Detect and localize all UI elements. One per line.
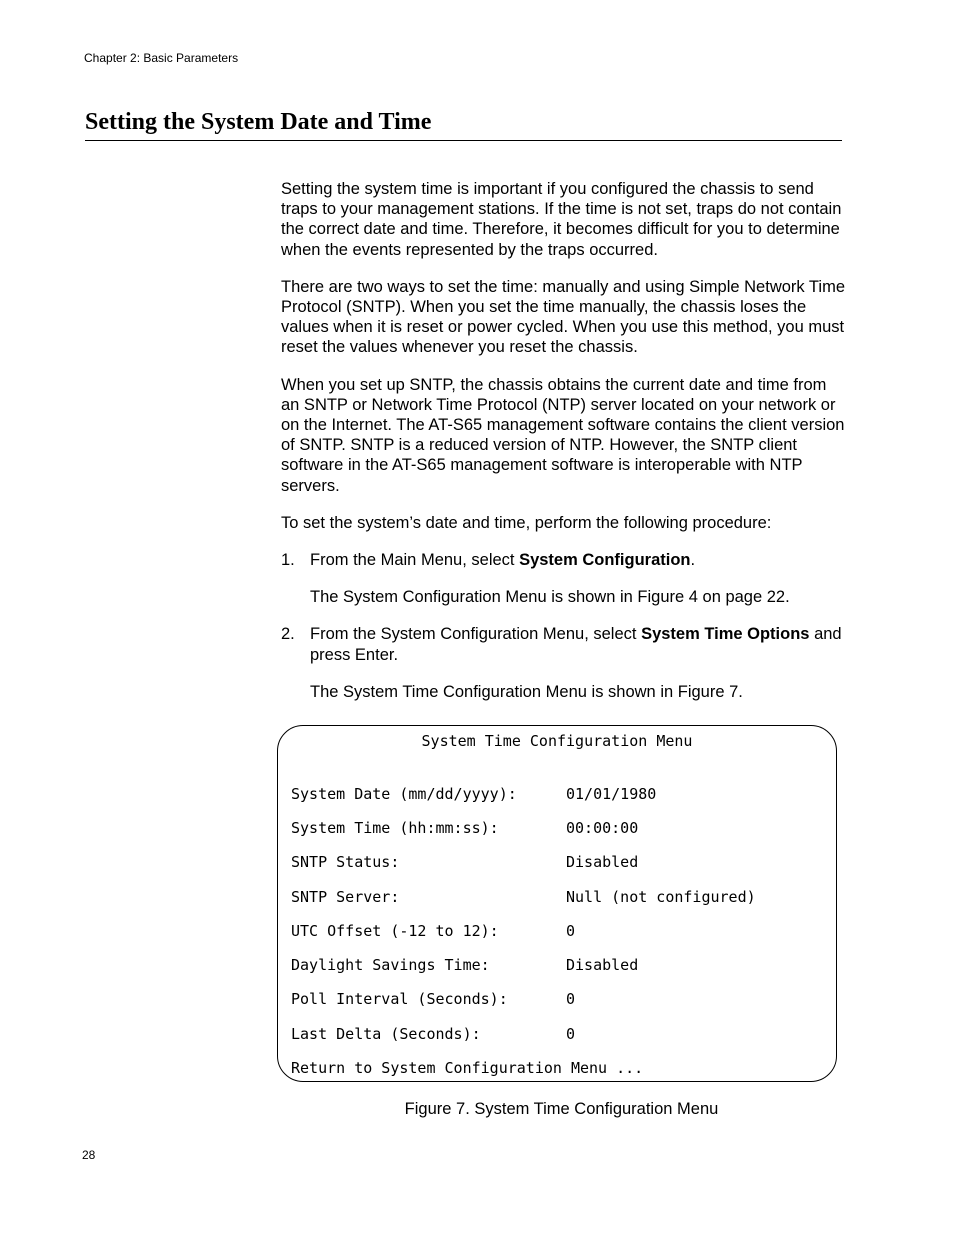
menu-row-utc-offset[interactable]	[291, 921, 576, 941]
section-title: Setting the System Date and Time	[85, 109, 432, 135]
step-result: The System Configuration Menu is shown in Figure 4 on page 22.	[310, 588, 790, 607]
menu-row-poll-interval[interactable]	[291, 989, 576, 1009]
menu-value: 0	[566, 922, 576, 940]
step-number: 1.	[281, 551, 295, 570]
menu-option-system-configuration: System Configuration	[519, 551, 691, 570]
menu-label: Daylight Savings Time:	[291, 956, 490, 974]
menu-row-sntp-status[interactable]	[291, 852, 639, 872]
menu-option-system-time-options: System Time Options	[641, 625, 810, 644]
page-number: 28	[82, 1148, 96, 1162]
step-instruction: From the Main Menu, select System Configuration.	[310, 551, 696, 570]
menu-label: System Date (mm/dd/yyyy):	[291, 785, 517, 803]
running-head: Chapter 2: Basic Parameters	[84, 51, 239, 65]
step-instruction: From the System Configuration Menu, select System Time Options and press Enter.	[310, 625, 842, 664]
menu-value: 01/01/1980	[566, 785, 657, 803]
procedure-intro: To set the system’s date and time, perform the following procedure:	[281, 513, 772, 532]
figure-caption: Figure 7. System Time Configuration Menu	[404, 1100, 719, 1118]
menu-value: 00:00:00	[566, 819, 639, 837]
menu-return-option[interactable]: Return to System Configuration Menu ...	[291, 1059, 644, 1077]
menu-row-system-time[interactable]	[291, 818, 639, 838]
menu-value: Null (not configured)	[566, 888, 756, 906]
menu-label: SNTP Status:	[291, 853, 400, 871]
menu-value: 0	[566, 1025, 576, 1043]
system-time-configuration-menu	[277, 725, 837, 1082]
menu-label: UTC Offset (-12 to 12):	[291, 922, 499, 940]
menu-value: Disabled	[566, 853, 639, 871]
intro-paragraph: Setting the system time is important if you configured the chassis to send traps to your management stations. If the time is not set, traps do not contain the correct date and time. Therefore, it becomes difficult for you to determine when the events represented by the traps occurred.	[281, 180, 842, 259]
menu-label: SNTP Server:	[291, 888, 400, 906]
procedure-step-2	[281, 624, 846, 702]
title-rule	[85, 140, 842, 141]
menu-row-system-date[interactable]	[291, 784, 657, 804]
procedure-steps	[281, 550, 846, 702]
menu-label: System Time (hh:mm:ss):	[291, 819, 499, 837]
menu-row-last-delta[interactable]	[291, 1024, 576, 1044]
body-text	[281, 179, 846, 719]
menu-title: System Time Configuration Menu	[421, 732, 693, 750]
menu-row-sntp-server[interactable]	[291, 887, 756, 907]
step-number: 2.	[281, 625, 295, 644]
menu-value: 0	[566, 990, 576, 1008]
methods-paragraph: There are two ways to set the time: manually and using Simple Network Time Protocol (SNTP). When you set the time manually, the chassis loses the values when it is reset or power cycled. When you use this method, you must reset the values whenever you reset the chassis.	[281, 277, 845, 357]
menu-label: Last Delta (Seconds):	[291, 1025, 481, 1043]
sntp-paragraph: When you set up SNTP, the chassis obtains the current date and time from an SNTP or Network Time Protocol (NTP) server located on your network or on the Internet. The AT-S65 management software contains the client version of SNTP. SNTP is a reduced version of NTP. However, the SNTP client software in the AT-S65 management software is interoperable with NTP servers.	[281, 375, 845, 495]
menu-value: Disabled	[566, 956, 639, 974]
step-result: The System Time Configuration Menu is shown in Figure 7.	[310, 682, 743, 701]
procedure-step-1	[281, 550, 846, 607]
menu-label: Poll Interval (Seconds):	[291, 990, 508, 1008]
menu-row-daylight-savings[interactable]	[291, 955, 639, 975]
